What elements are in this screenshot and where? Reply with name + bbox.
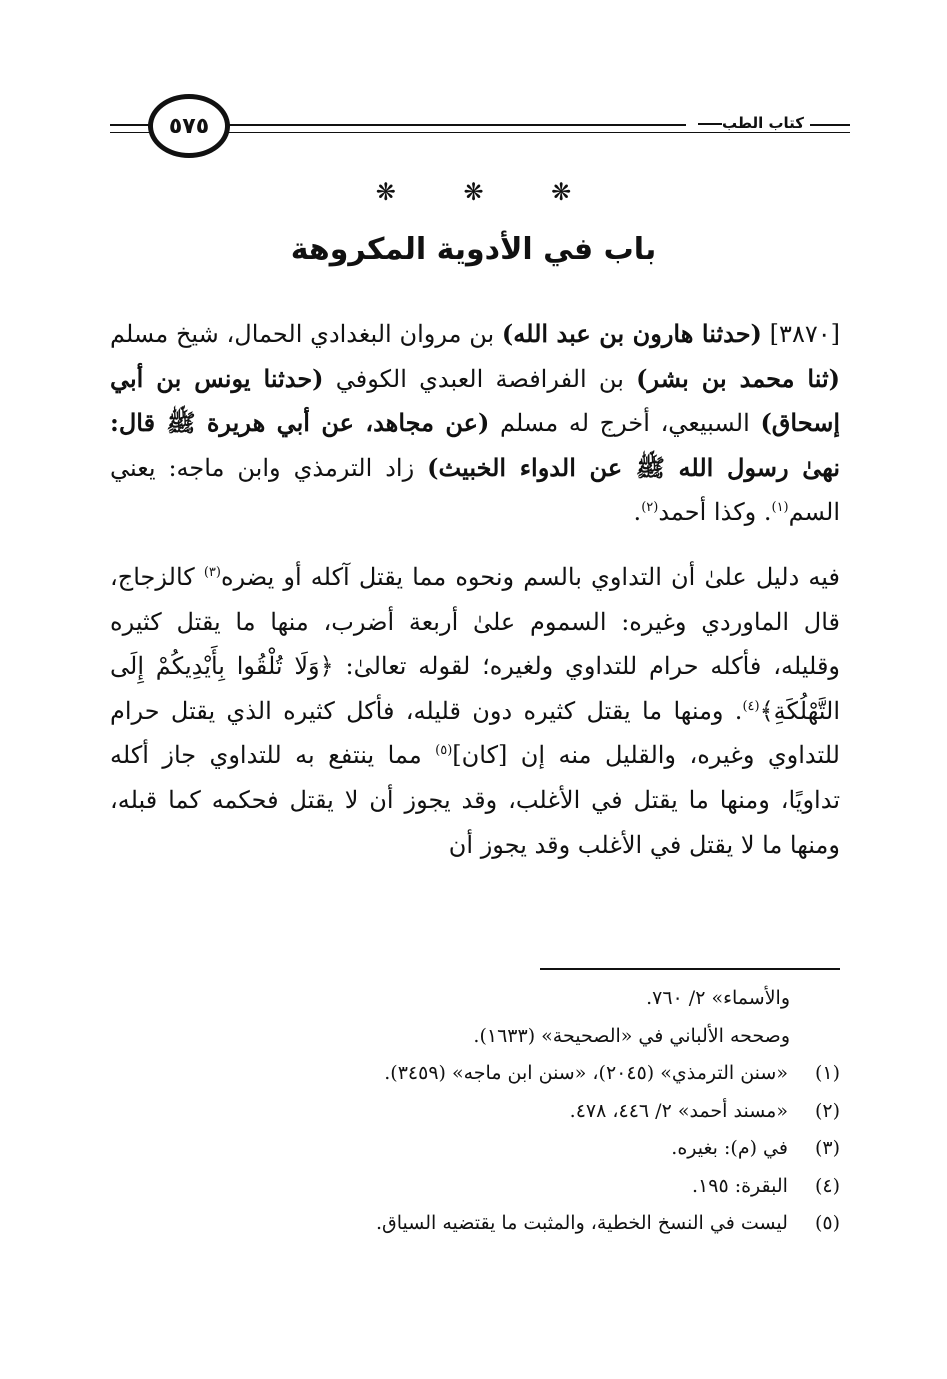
paragraph-commentary [110, 555, 840, 867]
footnote-ref: (٥) [435, 743, 453, 759]
page-number: ٥٧٥ [168, 113, 210, 139]
chapter-title: باب في الأدوية المكروهة [290, 232, 657, 267]
commentary-segment: كالزجاج، قال الماوردي وغيره: السموم علىٰ أربعة أضرب، منها ما يقتل كثيره وقليله، فأكله حرام للتداوي ولغيره؛ لقوله تعالىٰ: [110, 562, 841, 681]
footnote-text: «مسند أحمد» ٢/ ٤٤٦، ٤٧٨. [569, 1099, 788, 1122]
page-header [110, 92, 850, 168]
footnote-ref: (٣) [203, 564, 221, 580]
commentary-segment: بن مروان البغدادي الحمال، شيخ مسلم [110, 320, 502, 348]
paragraph-hadith [110, 312, 840, 535]
footnote-separator [540, 968, 840, 970]
matn-segment: (حدثنا هارون بن عبد الله) [501, 319, 762, 348]
commentary-segment: السبيعي، أخرج له مسلم [489, 409, 761, 438]
footnote-number: (٤) [814, 1174, 840, 1197]
footnote-item [110, 1055, 840, 1093]
footnote-ref: (٤) [742, 698, 760, 714]
footnote-number: (٢) [814, 1099, 840, 1122]
commentary-segment: . [633, 498, 642, 527]
matn-segment: (ثنا محمد بن بشر) [636, 363, 840, 393]
footnote-number: (١) [814, 1062, 840, 1084]
running-title-dash [698, 123, 722, 125]
footnote-text: البقرة: ١٩٥. [691, 1174, 788, 1197]
page-number-badge [148, 94, 230, 158]
running-title-text: كتاب الطب [721, 114, 804, 132]
footnotes [110, 980, 840, 1243]
footnote-item [110, 1168, 840, 1206]
footnote-ref: (٢) [641, 500, 659, 516]
footnote-text: في (م): بغيره. [671, 1137, 788, 1159]
section-ornament: ❋ ❋ ❋ [375, 178, 602, 206]
footnote-number: (٣) [814, 1137, 840, 1159]
hadith-number: [٣٨٧٠] [761, 320, 840, 348]
footnote-item [110, 1205, 840, 1243]
commentary-segment: زاد الترمذي وابن ماجه: يعني السم [110, 453, 840, 527]
matn-segment: (حدثنا يونس بن أبي إسحاق) [110, 363, 840, 438]
commentary-segment: فيه دليل علىٰ أن التداوي بالسم ونحوه مما يقتل آكله أو يضره [220, 562, 840, 591]
matn-segment: (عن مجاهد، عن أبي هريرة ﷺ قال: نهىٰ رسول الله ﷺ عن الدواء الخبيث) [110, 408, 840, 482]
quran-quote: ﴿وَلَا تُلْقُوا بِأَيْدِيكُمْ إِلَى التَّهْلُكَةِ﴾ [110, 652, 840, 725]
commentary-segment: . ومنها ما يقتل كثيره دون قليله، فأكل كثيره الذي يقتل حرام للتداوي وغيره، والقليل منه إن [كان] [110, 696, 840, 770]
footnote-continuation: والأسماء» ٢/ ٧٦٠. [646, 987, 790, 1009]
footnote-ref: (١) [771, 500, 789, 516]
footnote-item [110, 1130, 840, 1168]
footnote-text: ليست في النسخ الخطية، والمثبت ما يقتضيه السياق. [375, 1212, 788, 1234]
running-title [686, 114, 810, 132]
footnote-continuation: وصححه الألباني في «الصحيحة» (١٦٣٣). [473, 1024, 790, 1047]
footnote-text: «سنن الترمذي» (٢٠٤٥)، «سنن ابن ماجه» (٣٤٥٩). [384, 1062, 788, 1084]
commentary-segment: مما ينتفع به للتداوي جاز أكله تداويًا، ومنها ما يقتل في الأغلب، وقد يجوز أن لا يقتل فحكمه كما قبله، ومنها ما لا يقتل في الأغلب وقد يجوز أن [110, 741, 840, 859]
main-text [110, 312, 840, 867]
commentary-segment: بن الفرافصة العبدي الكوفي [323, 364, 637, 393]
footnote-number: (٥) [814, 1212, 840, 1234]
footnote-item [110, 1093, 840, 1131]
commentary-segment: . وكذا أحمد [658, 498, 772, 527]
